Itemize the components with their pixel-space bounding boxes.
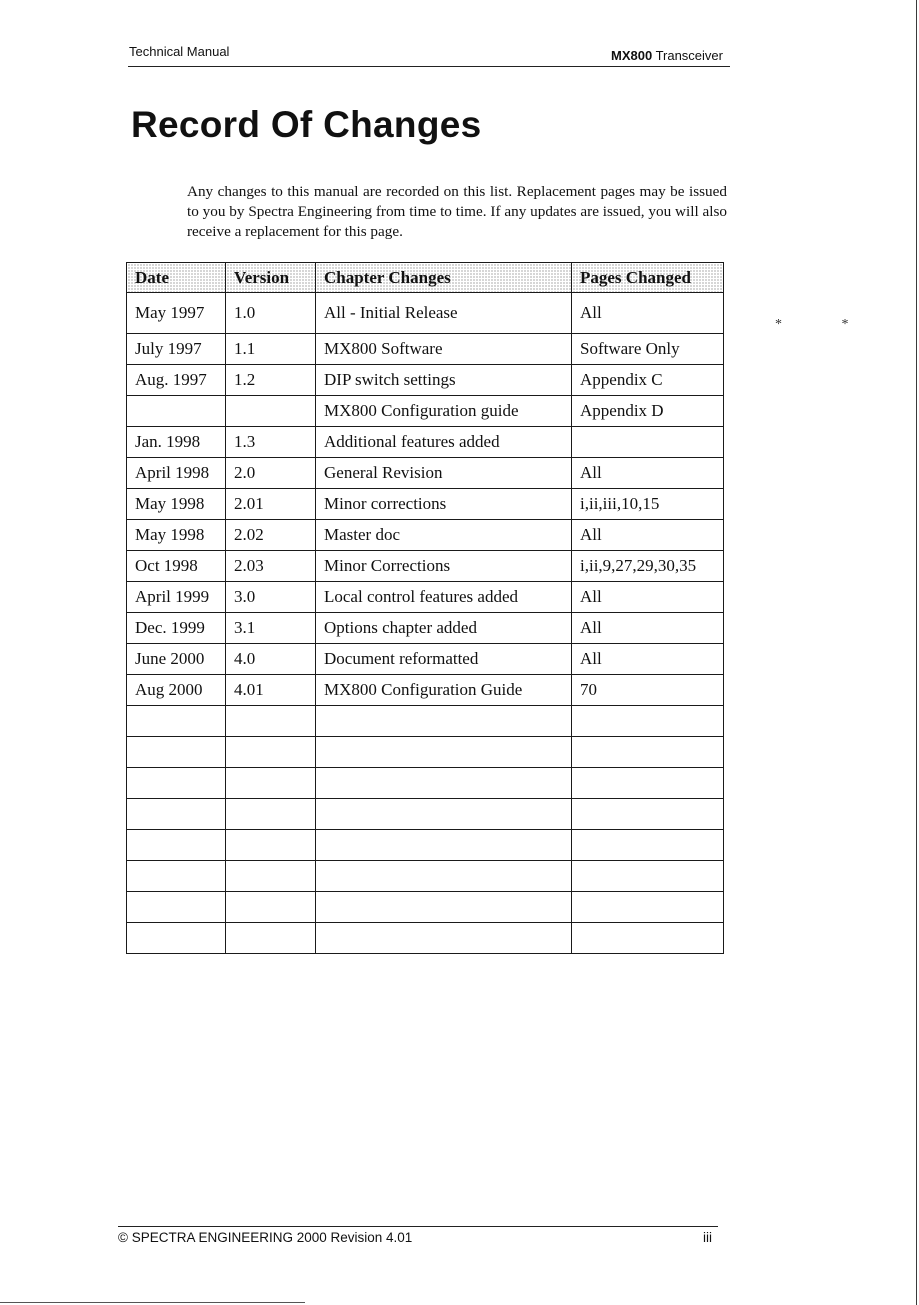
footer-rule (118, 1226, 718, 1227)
cell-version (226, 768, 316, 799)
cell-pages-changed: All (572, 293, 724, 334)
table-header-row (127, 263, 724, 293)
cell-version: 2.0 (226, 458, 316, 489)
cell-pages-changed (572, 737, 724, 768)
record-of-changes-table (126, 262, 724, 954)
cell-date: June 2000 (127, 644, 226, 675)
header-product-name: Transceiver (652, 48, 723, 63)
cell-chapter-changes: All - Initial Release (316, 293, 572, 334)
cell-version (226, 396, 316, 427)
cell-chapter-changes (316, 706, 572, 737)
cell-pages-changed (572, 830, 724, 861)
table-row (127, 706, 724, 737)
cell-version: 3.0 (226, 582, 316, 613)
cell-version: 1.1 (226, 334, 316, 365)
cell-pages-changed (572, 861, 724, 892)
cell-chapter-changes (316, 892, 572, 923)
cell-chapter-changes: General Revision (316, 458, 572, 489)
cell-version: 4.0 (226, 644, 316, 675)
cell-chapter-changes: MX800 Configuration guide (316, 396, 572, 427)
cell-date: Oct 1998 (127, 551, 226, 582)
cell-date (127, 799, 226, 830)
cell-version (226, 706, 316, 737)
cell-version: 1.0 (226, 293, 316, 334)
cell-version: 4.01 (226, 675, 316, 706)
column-header-chapter-changes: Chapter Changes (316, 263, 572, 293)
cell-date: Dec. 1999 (127, 613, 226, 644)
cell-chapter-changes (316, 768, 572, 799)
cell-date: Aug 2000 (127, 675, 226, 706)
cell-chapter-changes: Master doc (316, 520, 572, 551)
cell-pages-changed: All (572, 520, 724, 551)
table-row (127, 293, 724, 334)
cell-pages-changed (572, 427, 724, 458)
cell-pages-changed (572, 799, 724, 830)
cell-chapter-changes: Local control features added (316, 582, 572, 613)
cell-chapter-changes: MX800 Software (316, 334, 572, 365)
table-row (127, 489, 724, 520)
column-header-pages-changed: Pages Changed (572, 263, 724, 293)
cell-pages-changed (572, 892, 724, 923)
header-product (611, 48, 723, 63)
table-row (127, 365, 724, 396)
cell-pages-changed (572, 923, 724, 954)
cell-date (127, 396, 226, 427)
cell-chapter-changes (316, 861, 572, 892)
cell-chapter-changes: Minor Corrections (316, 551, 572, 582)
cell-version (226, 799, 316, 830)
footer-page-number: iii (703, 1230, 712, 1245)
cell-pages-changed: Appendix C (572, 365, 724, 396)
cell-chapter-changes (316, 799, 572, 830)
intro-paragraph: Any changes to this manual are recorded on this list. Replacement pages may be issued to you by Spectra Engineering from time to time. If any updates are issued, you will also receive a replacement for this page. (187, 183, 727, 240)
cell-date: May 1998 (127, 489, 226, 520)
cell-chapter-changes (316, 737, 572, 768)
cell-chapter-changes: Options chapter added (316, 613, 572, 644)
cell-version: 2.02 (226, 520, 316, 551)
cell-pages-changed: All (572, 582, 724, 613)
cell-date (127, 737, 226, 768)
header-manual-type: Technical Manual (129, 44, 230, 59)
cell-version (226, 923, 316, 954)
table-row (127, 427, 724, 458)
cell-chapter-changes (316, 923, 572, 954)
table-row (127, 644, 724, 675)
cell-date (127, 830, 226, 861)
cell-version: 1.3 (226, 427, 316, 458)
cell-pages-changed: 70 (572, 675, 724, 706)
cell-version (226, 861, 316, 892)
cell-version (226, 737, 316, 768)
cell-version: 2.01 (226, 489, 316, 520)
column-header-version: Version (226, 263, 316, 293)
header-rule (128, 66, 730, 67)
page-title: Record Of Changes (131, 104, 482, 145)
cell-chapter-changes: Additional features added (316, 427, 572, 458)
table-body (127, 293, 724, 954)
cell-pages-changed: i,ii,iii,10,15 (572, 489, 724, 520)
cell-pages-changed: All (572, 458, 724, 489)
table-row (127, 396, 724, 427)
cell-pages-changed: All (572, 613, 724, 644)
cell-version (226, 892, 316, 923)
table-row (127, 737, 724, 768)
table-row (127, 830, 724, 861)
cell-pages-changed: Appendix D (572, 396, 724, 427)
cell-chapter-changes: Document reformatted (316, 644, 572, 675)
cell-date: Aug. 1997 (127, 365, 226, 396)
cell-date (127, 923, 226, 954)
cell-date (127, 706, 226, 737)
table-row (127, 799, 724, 830)
table-row (127, 582, 724, 613)
table-row (127, 613, 724, 644)
cell-pages-changed: i,ii,9,27,29,30,35 (572, 551, 724, 582)
table-row (127, 892, 724, 923)
table-row (127, 768, 724, 799)
table-row (127, 675, 724, 706)
scan-edge-right (916, 0, 917, 1305)
cell-date (127, 768, 226, 799)
table-row (127, 551, 724, 582)
column-header-date: Date (127, 263, 226, 293)
cell-pages-changed: Software Only (572, 334, 724, 365)
table-row (127, 334, 724, 365)
cell-pages-changed: All (572, 644, 724, 675)
cell-date: April 1999 (127, 582, 226, 613)
cell-date (127, 861, 226, 892)
margin-marks: * * (775, 317, 877, 332)
cell-pages-changed (572, 706, 724, 737)
cell-version: 3.1 (226, 613, 316, 644)
cell-date: July 1997 (127, 334, 226, 365)
cell-date (127, 892, 226, 923)
cell-version: 1.2 (226, 365, 316, 396)
table-row (127, 923, 724, 954)
cell-chapter-changes: MX800 Configuration Guide (316, 675, 572, 706)
footer-copyright: © SPECTRA ENGINEERING 2000 Revision 4.01 (118, 1230, 413, 1245)
cell-date: Jan. 1998 (127, 427, 226, 458)
cell-date: April 1998 (127, 458, 226, 489)
header-model: MX800 (610, 48, 653, 63)
cell-version (226, 830, 316, 861)
table-row (127, 520, 724, 551)
scan-edge-bottom (0, 1302, 305, 1303)
cell-date: May 1998 (127, 520, 226, 551)
table-row (127, 861, 724, 892)
cell-date: May 1997 (127, 293, 226, 334)
cell-version: 2.03 (226, 551, 316, 582)
cell-chapter-changes (316, 830, 572, 861)
table-row (127, 458, 724, 489)
cell-chapter-changes: Minor corrections (316, 489, 572, 520)
cell-chapter-changes: DIP switch settings (316, 365, 572, 396)
cell-pages-changed (572, 768, 724, 799)
